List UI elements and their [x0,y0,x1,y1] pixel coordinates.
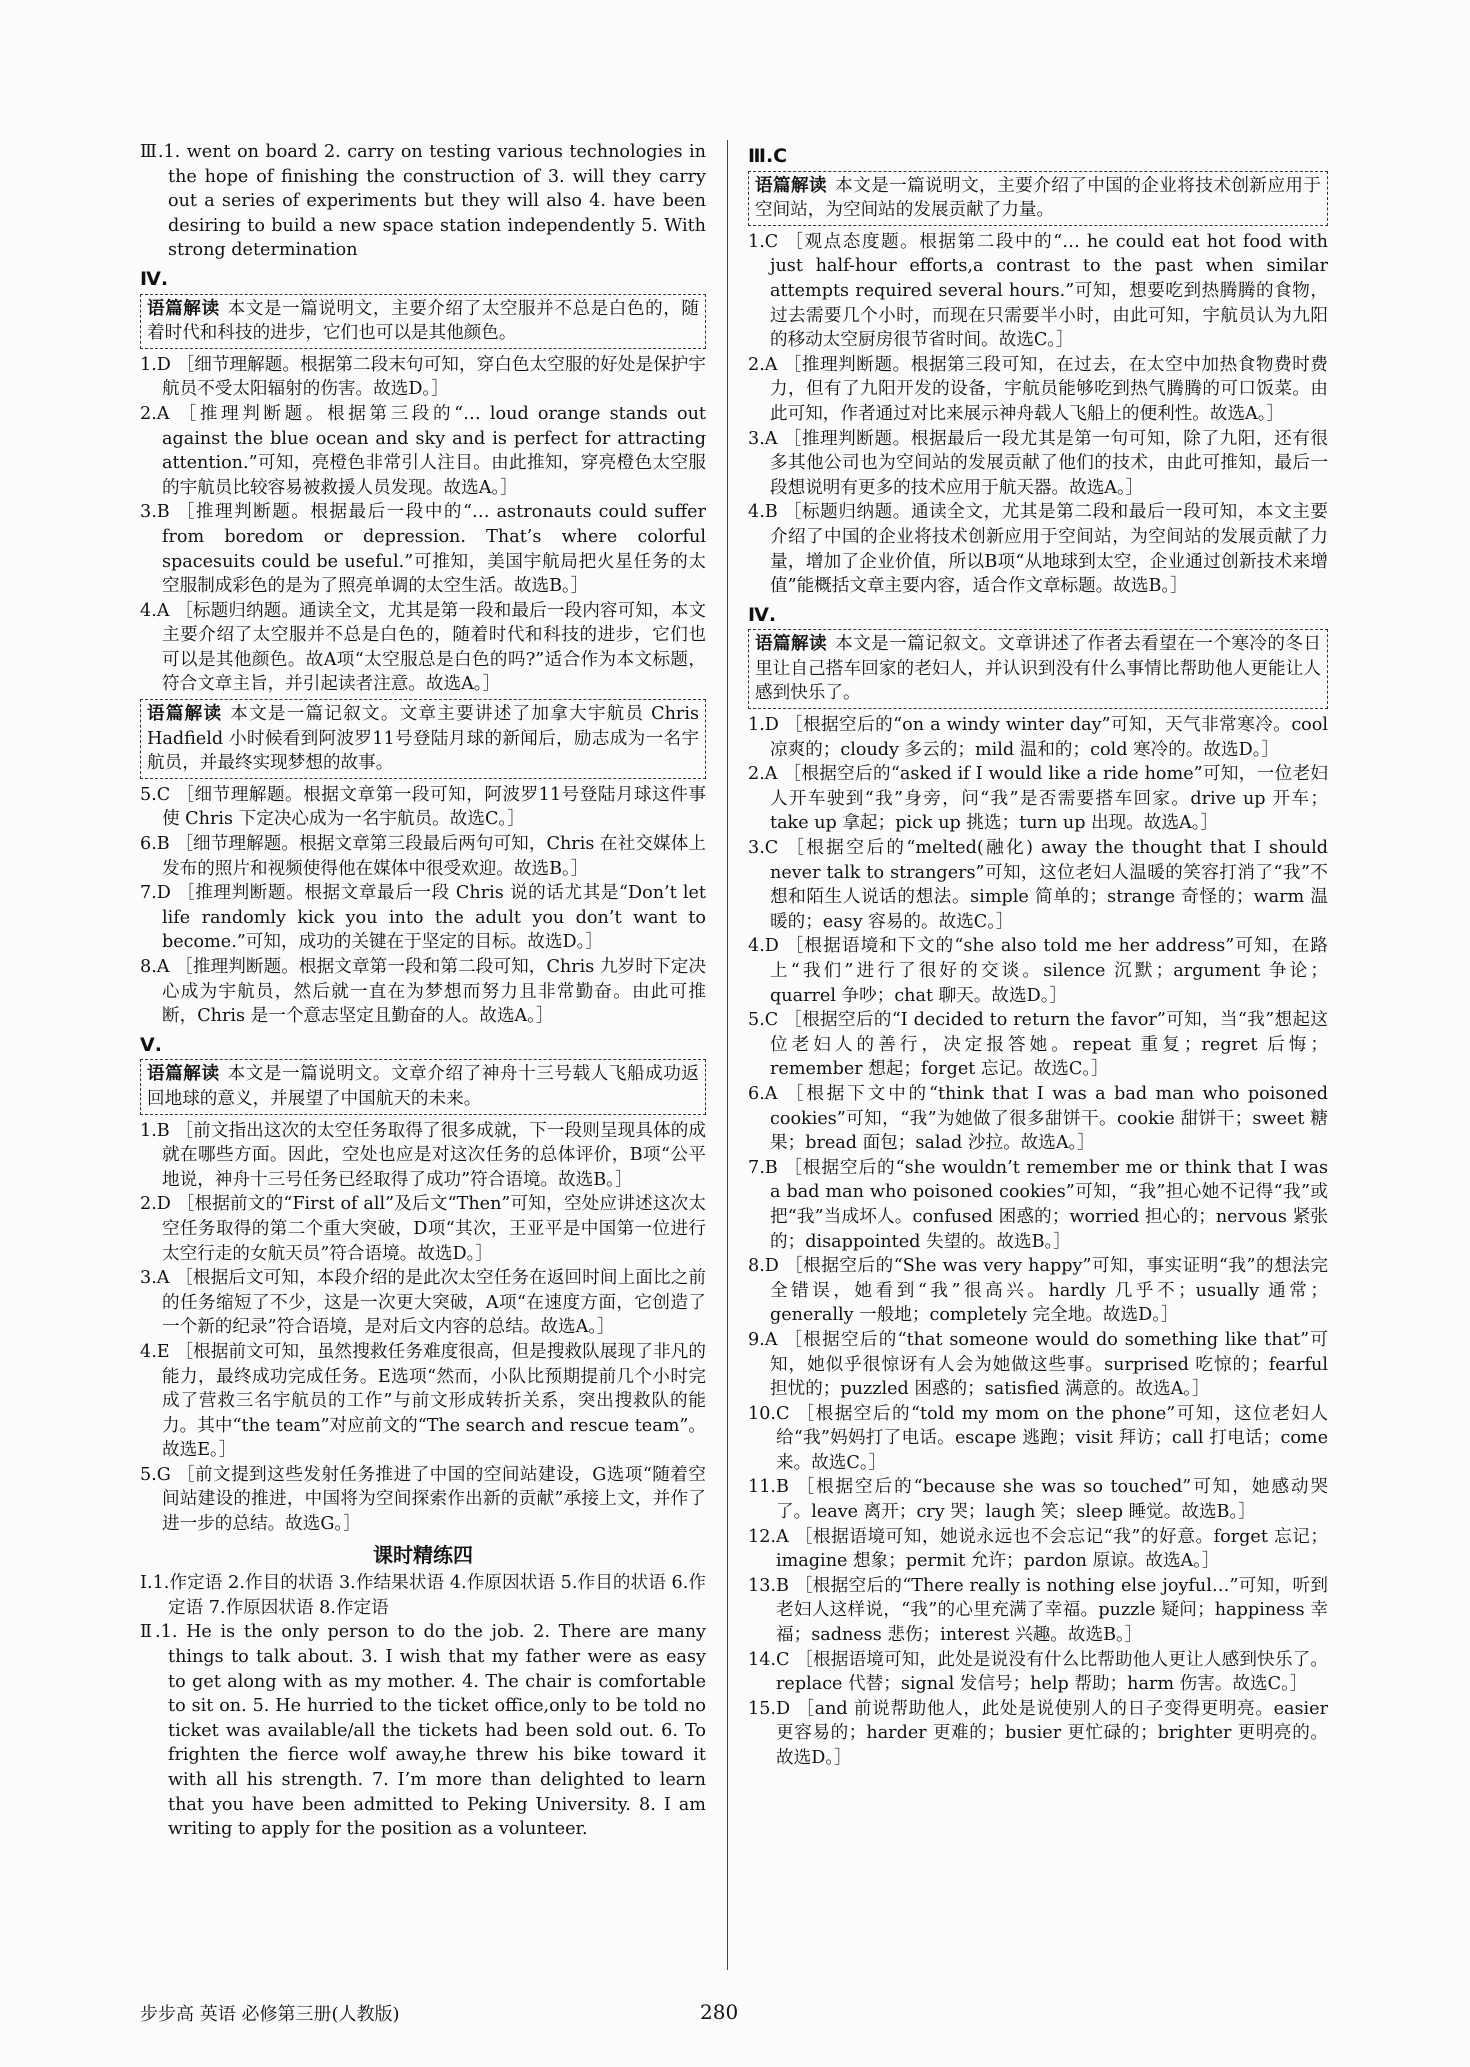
answer-item: 7.B ［根据空后的“she wouldn’t remember me or think that I was a bad man who poisoned cookies”可知，“我”担心她不记得“我”或把“我”当成坏人。confused 困惑的；worried 担心的；nervous 紧张的；disappointed 失望的。故选B。］ [748,1157,1328,1252]
passage-summary-text: 本文是一篇记叙文。文章讲述了作者去看望在一个寒冷的冬日里让自己搭车回家的老妇人，并认识到没有什么事情比帮助他人更能让人感到快乐了。 [755,634,1321,704]
answer-item: 12.A ［根据语境可知，她说永远也不会忘记“我”的好意。forget 忘记；imagine 想象；permit 允许；pardon 原谅。故选A。］ [748,1526,1328,1572]
passage-summary-text: 本文是一篇记叙文。文章主要讲述了加拿大宇航员 Chris Hadfield 小时候看到阿波罗11号登陆月球的新闻后，励志成为一名宇航员，并最终实现梦想的故事。 [147,704,699,774]
page-number: 280 [700,2000,739,2024]
lesson-title: 课时精练四 [373,1542,473,1567]
left-column [140,140,706,1842]
passage-summary-text: 本文是一篇说明文。文章介绍了神舟十三号载人飞船成功返回地球的意义，并展望了中国航天的未来。 [147,1064,699,1109]
answer-item: 7.D ［推理判断题。根据文章最后一段 Chris 说的话尤其是“Don’t let life randomly kick you into the adult you don’t want to become.”可知，成功的关键在于坚定的目标。故选D。］ [140,883,706,953]
answer-item: Ⅰ.1.作定语 2.作目的状语 3.作结果状语 4.作原因状语 5.作目的状语 6.作定语 7.作原因状语 8.作定语 [140,1573,706,1618]
answer-item: 1.B ［前文指出这次的太空任务取得了很多成就，下一段则呈现具体的成就在哪些方面。因此，空处也应是对这次任务的总体评价，B项“公平地说，神舟十三号任务已经取得了成功”符合语境。故选B。］ [140,1120,706,1190]
answer-item: 4.B ［标题归纳题。通读全文，尤其是第二段和最后一段可知，本文主要介绍了中国的企业将技术创新应用于空间站，为空间站的发展贡献了力量，增加了企业价值，所以B项“从地球到太空，企业通过创新技术来增值”能概括文章主要内容，适合作文章标题。故选B。］ [748,502,1328,597]
answer-item: 13.B ［根据空后的“There really is nothing else joyful…”可知，听到老妇人这样说，“我”的心里充满了幸福。puzzle 疑问；happiness 幸福；sadness 悲伤；interest 兴趣。故选B。］ [748,1575,1328,1646]
answer-item: 2.A ［根据空后的“asked if I would like a ride home”可知，一位老妇人开车驶到“我”身旁，问“我”是否需要搭车回家。drive up 开车；take up 拿起；pick up 挑选；turn up 出现。故选A。］ [748,764,1328,834]
passage-summary-label: 语篇解读 [147,1064,220,1085]
section-heading: Ⅳ. [140,267,169,290]
passage-summary-label: 语篇解读 [147,704,223,725]
answer-item: Ⅱ.1. He is the only person to do the job. 2. There are many things to talk about. 3. I wish that my father were as easy to get along with as my mother. 4. The chair is comfortable to sit on. 5. He hurried to the ticket office,only to be told no ticket was available/all the tickets had been sold out. 6. To frighten the fierce wolf away,he threw his bike toward it with all his strength. 7. I’m more than delighted to learn that you have been admitted to Peking University. 8. I am writing to apply for the position as a volunteer. [140,1622,706,1840]
answer-item: 11.B ［根据空后的“because she was so touched”可知，她感动哭了。leave 离开；cry 哭；laugh 笑；sleep 睡觉。故选B。］ [748,1477,1328,1523]
answer-item: 5.C ［细节理解题。根据文章第一段可知，阿波罗11号登陆月球这件事使 Chris 下定决心成为一名宇航员。故选C。］ [140,784,706,830]
passage-summary-box [140,1059,706,1114]
section-heading: Ⅲ.C [748,145,788,167]
answer-item: 1.D ［根据空后的“on a windy winter day”可知，天气非常寒冷。cool 凉爽的；cloudy 多云的；mild 温和的；cold 寒冷的。故选D。］ [748,715,1328,760]
answer-item: 3.A ［根据后文可知，本段介绍的是此次太空任务在返回时间上面比之前的任务缩短了不少，这是一次更大突破，A项“在速度方面，它创造了一个新的纪录”符合语境，是对后文内容的总结。故选A。］ [140,1268,706,1338]
answer-item: 5.C ［根据空后的“I decided to return the favor”可知，当“我”想起这位老妇人的善行，决定报答她。repeat 重复；regret 后悔；remember 想起；forget 忘记。故选C。］ [748,1010,1328,1080]
answer-item: Ⅲ.1. went on board 2. carry on testing various technologies in the hope of finishing the construction of 3. will they carry out a series of experiments but they will also 4. have been desiring to build a new space station independently 5. With strong determination [140,142,706,261]
passage-summary-label: 语篇解读 [147,298,220,319]
answer-item: 2.A ［推理判断题。根据第三段的“… loud orange stands out against the blue ocean and sky and is perfect for attracting attention.”可知，亮橙色非常引人注目。由此推知，穿亮橙色太空服的宇航员比较容易被救援人员发现。故选A。］ [140,403,706,498]
answer-item: 4.E ［根据前文可知，虽然搜救任务难度很高，但是搜救队展现了非凡的能力，最终成功完成任务。E选项“然而，小队比预期提前几个小时完成了营救三名宇航员的工作”与前文形成转折关系，突出搜救队的能力。其中“the team”对应前文的“The search and rescue team”。故选E。］ [140,1341,706,1461]
passage-summary-label: 语篇解读 [755,175,828,196]
answer-item: 8.A ［推理判断题。根据文章第一段和第二段可知，Chris 九岁时下定决心成为宇航员，然后就一直在为梦想而努力且非常勤奋。由此可推断，Chris 是一个意志坚定且勤奋的人。故选A。］ [140,957,706,1027]
section-heading: Ⅴ. [140,1033,162,1056]
answer-item: 2.A ［推理判断题。根据第三段可知，在过去，在太空中加热食物费时费力，但有了九阳开发的设备，宇航员能够吃到热气腾腾的可口饭菜。由此可知，作者通过对比来展示神舟载人飞船上的便利性。故选A。］ [748,354,1328,424]
answer-item: 3.A ［推理判断题。根据最后一段尤其是第一句可知，除了九阳，还有很多其他公司也为空间站的发展贡献了他们的技术，由此可推知，最后一段想说明有更多的技术应用于航天器。故选A。］ [748,428,1328,498]
right-column [748,140,1328,1771]
passage-summary-box [140,699,706,779]
answer-item: 6.B ［细节理解题。根据文章第三段最后两句可知，Chris 在社交媒体上发布的照片和视频使得他在媒体中很受欢迎。故选B。］ [140,834,706,879]
answer-item: 3.B ［推理判断题。根据最后一段中的“… astronauts could suffer from boredom or depression. That’s where colorful spacesuits could be useful.”可推知，美国宇航局把火星任务的太空服制成彩色的是为了照亮单调的太空生活。故选B。］ [140,502,706,597]
answer-item: 3.C ［根据空后的“melted(融化) away the thought that I should never talk to strangers”可知，这位老妇人温暖的笑容打消了“我”不想和陌生人说话的想法。simple 简单的；strange 奇怪的；warm 温暖的；easy 容易的。故选C。］ [748,838,1328,932]
answer-item: 8.D ［根据空后的“She was very happy”可知，事实证明“我”的想法完全错误，她看到“我”很高兴。hardly 几乎不；usually 通常；generally 一般地；completely 完全地。故选D。］ [748,1256,1328,1326]
answer-item: 1.D ［细节理解题。根据第二段末句可知，穿白色太空服的好处是保护宇航员不受太阳辐射的伤害。故选D。］ [140,354,706,400]
footer-book-title: 步步高 英语 必修第三册(人教版) [140,2004,400,2025]
answer-item: 10.C ［根据空后的“told my mom on the phone”可知，这位老妇人给“我”妈妈打了电话。escape 逃跑；visit 拜访；call 打电话；come 来。故选C。］ [748,1403,1328,1473]
passage-summary-text: 本文是一篇说明文，主要介绍了太空服并不总是白色的，随着时代和科技的进步，它们也可以是其他颜色。 [147,298,699,344]
answer-item: 1.C ［观点态度题。根据第二段中的“… he could eat hot food with just half-hour efforts,a contrast to the past when similar attempts required several hours.”可知，想要吃到热腾腾的食物，过去需要几个小时，而现在只需要半小时，由此可知，宇航员认为九阳的移动太空厨房很节省时间。故选C。］ [748,231,1328,351]
passage-summary-box [140,294,706,349]
column-divider [727,140,728,1970]
answer-item: 4.D ［根据语境和下文的“she also told me her address”可知，在路上“我们”进行了很好的交谈。silence 沉默；argument 争论；quarrel 争吵；chat 聊天。故选D。］ [748,936,1328,1006]
answer-item: 9.A ［根据空后的“that someone would do something like that”可知，她似乎很惊讶有人会为她做这些事。surprised 吃惊的；fearful 担忧的；puzzled 困惑的；satisfied 满意的。故选A。］ [748,1329,1328,1400]
answer-item: 5.G ［前文提到这些发射任务推进了中国的空间站建设，G选项“随着空间站建设的推进，中国将为空间探索作出新的贡献”承接上文，并作了进一步的总结。故选G。］ [140,1464,706,1535]
answer-item: 4.A ［标题归纳题。通读全文，尤其是第一段和最后一段内容可知，本文主要介绍了太空服并不总是白色的，随着时代和科技的进步，它们也可以是其他颜色。故A项“太空服总是白色的吗?”适合作为本文标题，符合文章主旨，并引起读者注意。故选A。］ [140,600,706,695]
answer-item: 6.A ［根据下文中的“think that I was a bad man who poisoned cookies”可知，“我”为她做了很多甜饼干。cookie 甜饼干；sweet 糖果；bread 面包；salad 沙拉。故选A。］ [748,1083,1328,1154]
passage-summary-text: 本文是一篇说明文，主要介绍了中国的企业将技术创新应用于空间站，为空间站的发展贡献了力量。 [755,175,1321,221]
answer-item: 2.D ［根据前文的“First of all”及后文“Then”可知，空处应讲述这次太空任务取得的第二个重大突破，D项“其次，王亚平是中国第一位进行太空行走的女航天员”符合语境。故选D。］ [140,1194,706,1264]
answer-item: 14.C ［根据语境可知，此处是说没有什么比帮助他人更让人感到快乐了。replace 代替；signal 发信号；help 帮助；harm 伤害。故选C。］ [748,1649,1328,1695]
answer-item: 15.D ［and 前说帮助他人，此处是说使别人的日子变得更明亮。easier 更容易的；harder 更难的；busier 更忙碌的；brighter 更明亮的。故选D。］ [748,1698,1328,1768]
passage-summary-label: 语篇解读 [755,634,828,655]
section-heading: Ⅳ. [748,603,777,626]
passage-summary-box [748,629,1328,709]
passage-summary-box [748,171,1328,226]
